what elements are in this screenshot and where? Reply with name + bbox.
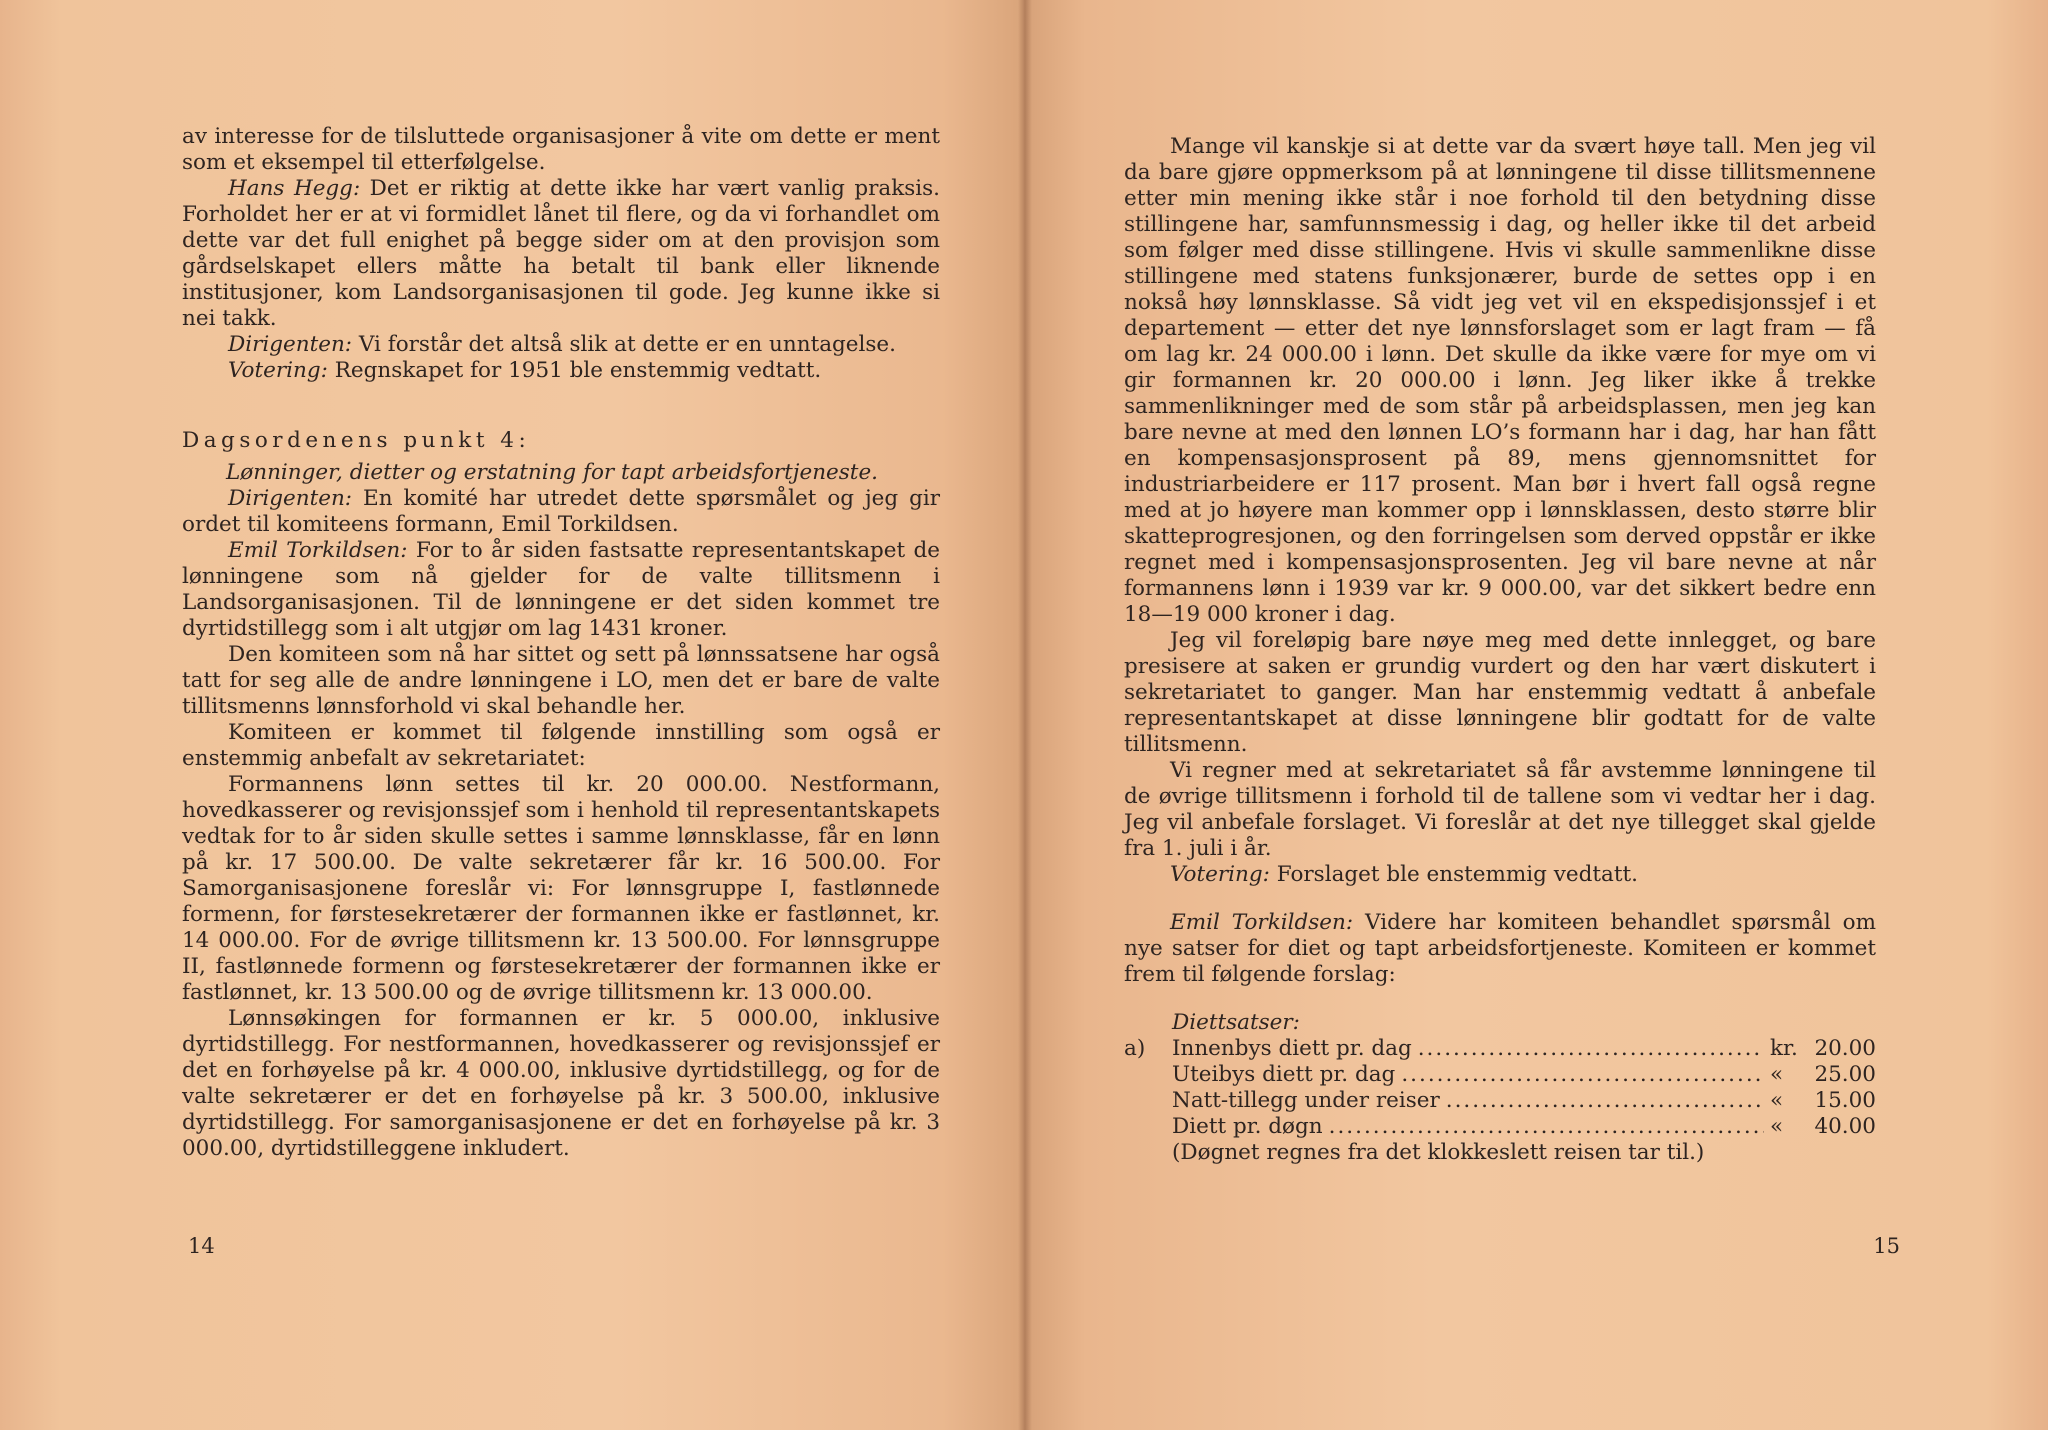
rate-currency: «: [1770, 1114, 1784, 1139]
speaker-name: Dirigenten:: [228, 486, 353, 511]
paragraph-text: Forslaget ble enstemmig vedtatt.: [1269, 862, 1638, 887]
paragraph: [182, 332, 940, 358]
speaker-name: Dirigenten:: [228, 332, 353, 357]
leader-dots: [1329, 1114, 1764, 1140]
rate-currency: «: [1770, 1088, 1784, 1113]
rate-row: [1124, 1114, 1876, 1140]
paragraph: [182, 486, 940, 538]
rate-label: Natt-tillegg under reiser: [1172, 1088, 1440, 1113]
paragraph-text: En komité har utredet dette spørsmålet og jeg gir ordet til komiteens formann, Emil Torkildsen.: [182, 486, 940, 537]
rate-row: [1124, 1088, 1876, 1114]
rate-value: 15.00: [1814, 1088, 1876, 1113]
paragraph: [182, 176, 940, 332]
paragraph: Den komiteen som nå har sittet og sett på lønnssatsene har også tatt for seg alle de andre lønningene i LO, men det er bare de valte tillitsmenns lønnsforhold vi skal behandle her.: [182, 642, 940, 719]
section-subheading: Lønninger, dietter og erstatning for tapt arbeidsfortjeneste.: [226, 460, 879, 485]
leader-dots: [1446, 1088, 1764, 1114]
rates-note: (Døgnet regnes fra det klokkeslett reisen tar til.): [1172, 1140, 1705, 1165]
rate-label: Uteibys diett pr. dag: [1172, 1062, 1396, 1087]
rate-label: Innenbys diett pr. dag: [1172, 1036, 1412, 1061]
rate-value: 20.00: [1814, 1036, 1876, 1061]
speaker-name: Votering:: [228, 358, 328, 383]
left-page-text: [182, 124, 940, 1162]
paragraph: Vi regner med at sekretariatet så får avstemme lønningene til de øvrige tillitsmenn i forhold til de tallene som vi vedtar her i dag. Jeg vil anbefale forslaget. Vi foreslår at det nye tillegget skal gjelde fra 1. juli i år.: [1124, 758, 1876, 861]
paragraph: Formannens lønn settes til kr. 20 000.00. Nestformann, hovedkasserer og revisjonssjef som i henhold til representantskapets vedtak for to år siden skulle settes i samme lønnsklasse, får en lønn på kr. 17 500.00. De valte sekretærer får kr. 16 500.00. For Samorganisasjonene foreslår vi: For lønnsgruppe I, fastlønnede formenn, for førstesekretærer der formannen ikke er fastlønnet, kr. 14 000.00. For de øvrige tillitsmenn kr. 13 500.00. For lønnsgruppe II, fastlønnede formenn og førstesekretærer der formannen ikke er fastlønnet, kr. 13 500.00 og de øvrige tillitsmenn kr. 13 000.00.: [182, 772, 940, 1005]
speaker-name: Emil Torkildsen:: [228, 538, 408, 563]
rate-row: [1124, 1036, 1876, 1062]
paragraph-text: av interesse for de tilsluttede organisasjoner å vite om dette er ment som et eksempel til etterfølgelse.: [182, 124, 940, 175]
right-page: [1024, 0, 2048, 1430]
rate-currency: «: [1770, 1062, 1784, 1087]
rate-currency: kr.: [1770, 1036, 1798, 1061]
page-number: 14: [188, 1234, 215, 1258]
right-page-text: [1124, 134, 1876, 1166]
rate-row: [1124, 1062, 1876, 1088]
paragraph: Jeg vil foreløpig bare nøye meg med dette innlegget, og bare presisere at saken er grundig vurdert og den har vært diskutert i sekretariatet to ganger. Man har enstemmig vedtatt å anbefale representantskapet at disse lønningene blir godtatt for de valte tillitsmenn.: [1124, 628, 1876, 757]
paragraph: [1124, 862, 1876, 888]
paragraph-text: Videre har komiteen behandlet spørsmål om nye satser for diet og tapt arbeidsfortjeneste. Komiteen er kommet frem til følgende forslag:: [1124, 910, 1876, 987]
leader-dots: [1418, 1036, 1764, 1062]
rate-value: 25.00: [1814, 1062, 1876, 1087]
paragraph: Komiteen er kommet til følgende innstilling som også er enstemmig anbefalt av sekretariatet:: [182, 720, 940, 771]
leader-dots: [1401, 1062, 1764, 1088]
paragraph: [182, 358, 940, 384]
paragraph-text: For to år siden fastsatte representantskapet de lønningene som nå gjelder for de valte tillitsmenn i Landsorganisasjonen. Til de lønningene er det siden kommet tre dyrtidstillegg som i alt utgjør om lag 1431 kroner.: [182, 538, 940, 641]
rate-value: 40.00: [1814, 1114, 1876, 1139]
paragraph: [182, 124, 940, 176]
paragraph-text: Det er riktig at dette ikke har vært vanlig praksis. Forholdet her er at vi formidlet lånet til flere, og da vi forhandlet om dette var det full enighet på begge sider om at den provisjon som gårdselskapet ellers måtte ha betalt til bank eller liknende institusjoner, kom Landsorganisasjonen til gode. Jeg kunne ikke si nei takk.: [182, 176, 940, 331]
spacer: [1124, 888, 1876, 910]
paragraph: [1124, 910, 1876, 988]
paragraph-text: Regnskapet for 1951 ble enstemmig vedtatt.: [327, 358, 822, 383]
paragraph-text: Vi forstår det altså slik at dette er en unntagelse.: [352, 332, 896, 357]
speaker-name: Emil Torkildsen:: [1170, 910, 1354, 935]
paragraph: [182, 538, 940, 642]
speaker-name: Votering:: [1170, 862, 1270, 887]
speaker-name: Hans Hegg:: [228, 176, 361, 201]
rates-title: Diettsatser:: [1172, 1010, 1300, 1035]
paragraph: Mange vil kanskje si at dette var da svært høye tall. Men jeg vil da bare gjøre oppmerksom på at lønningene til disse tillitsmennene etter min mening ikke står i noe forhold til den betydning disse stillingene har, samfunnsmessig i dag, og heller ikke til det arbeid som følger med disse stillingene. Hvis vi skulle sammenlikne disse stillingene med statens funksjonærer, burde de settes opp i en nokså høy lønnsklasse. Så vidt jeg vet vil en ekspedisjonssjef i et departement — etter det nye lønnsforslaget som er lagt fram — få om lag kr. 24 000.00 i lønn. Det skulle da ikke være for mye om vi gir formannen kr. 20 000.00 i lønn. Jeg liker ikke å trekke sammenlikninger med de som står på arbeidsplassen, men jeg kan bare nevne at med den lønnen LO’s formann har i dag, har han fått en kompensasjonsprosent på 89, mens gjennomsnittet for industriarbeidere er 117 prosent. Man bør i hvert fall også regne med at jo høyere man kommer opp i lønnsklassen, desto større blir skatteprogresjonen, og den forringelsen som derved oppstår er ikke regnet med i kompensasjonsprosenten. Jeg vil bare nevne at når formannens lønn i 1939 var kr. 9 000.00, var det sikkert bedre enn 18—19 000 kroner i dag.: [1124, 134, 1876, 627]
rates-table: [1124, 1036, 1876, 1166]
paragraph: Lønnsøkingen for formannen er kr. 5 000.00, inklusive dyrtidstillegg. For nestformannen, hovedkasserer og revisjonssjef er det en forhøyelse på kr. 4 000.00, inklusive dyrtidstillegg, og for de valte sekretærer er det en forhøyelse på kr. 3 500.00, inklusive dyrtidstillegg. For samorganisasjonene er det en forhøyelse på kr. 3 000.00, dyrtidstilleggene inkludert.: [182, 1006, 940, 1161]
page-number: 15: [1873, 1234, 1900, 1258]
section-heading: Dagsordenens punkt 4:: [182, 428, 531, 453]
rate-label: Diett pr. døgn: [1172, 1114, 1323, 1139]
rate-marker: a): [1124, 1036, 1146, 1061]
